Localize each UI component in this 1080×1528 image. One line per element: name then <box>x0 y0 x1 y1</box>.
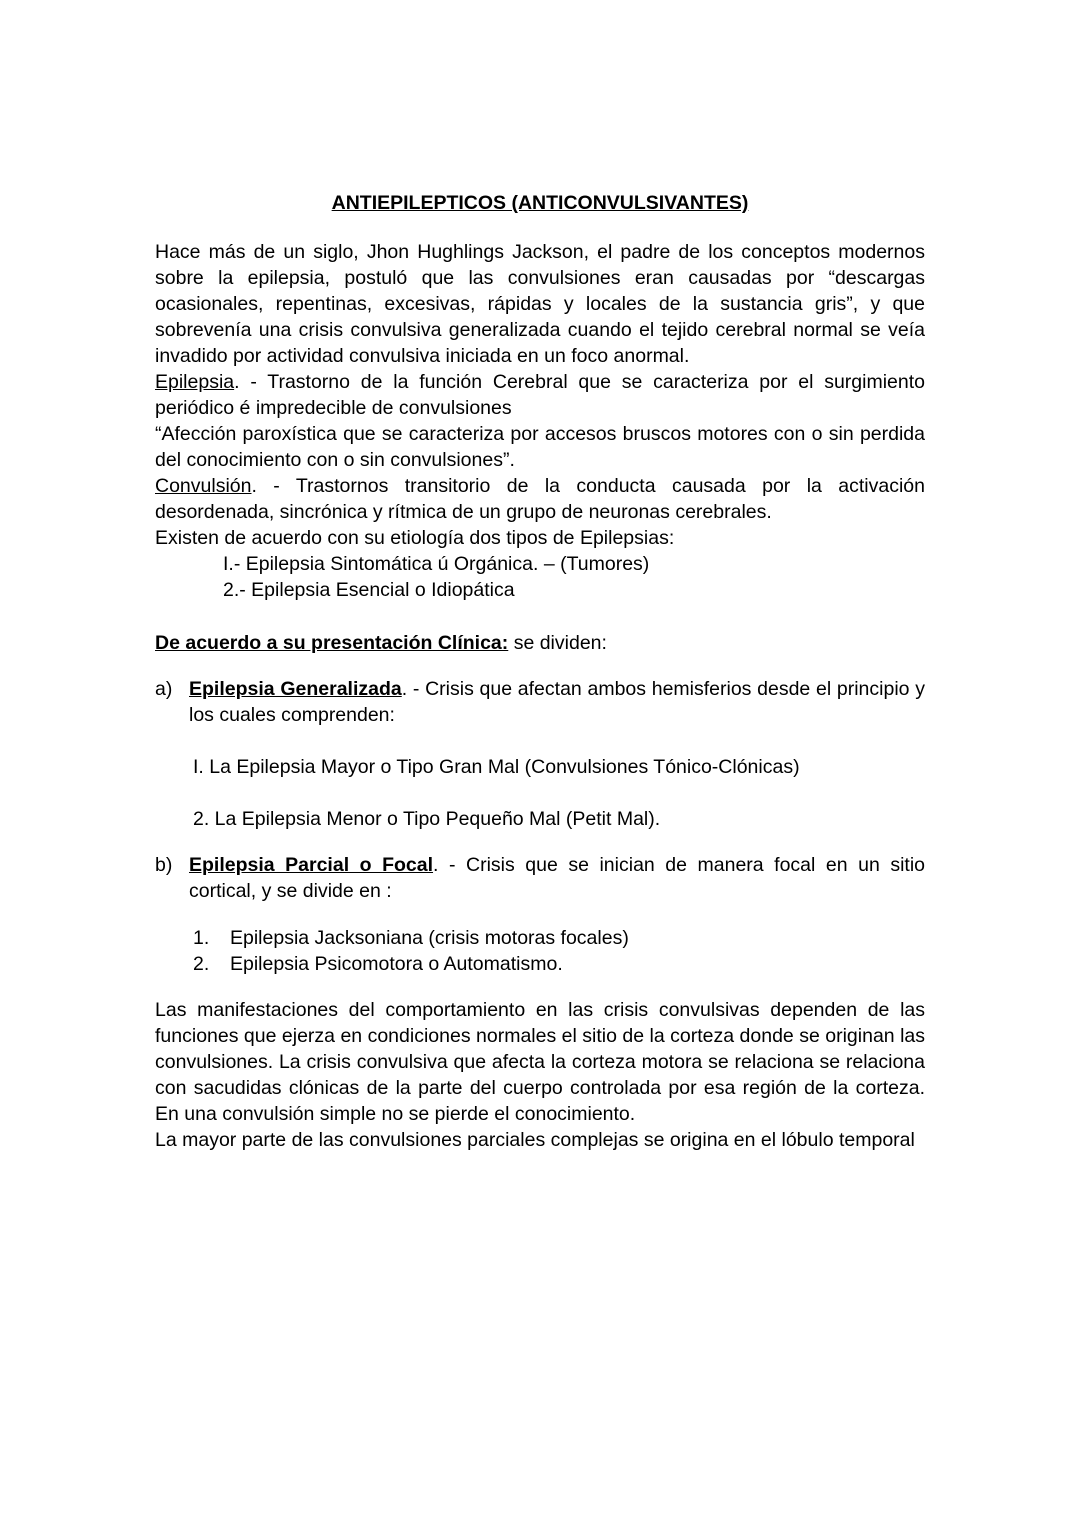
etiologia-intro: Existen de acuerdo con su etiología dos tipos de Epilepsias: <box>155 527 675 549</box>
clinica-heading-rest: se dividen: <box>508 632 607 654</box>
item-a <box>155 676 925 728</box>
item-a-text <box>189 676 925 728</box>
definition-convulsion-text: . - Trastornos transitorio de la conducta causada por la activación desordenada, sincrónica y rítmica de un grupo de neuronas cerebrales. <box>155 475 925 523</box>
item-b-list-text-1: Epilepsia Jacksoniana (crisis motoras focales) <box>230 927 629 949</box>
item-b-label: b) <box>155 854 173 876</box>
item-b-text <box>189 852 925 904</box>
item-a-desc: . - Crisis que afectan ambos hemisferios desde el principio y los cuales comprenden: <box>189 678 925 726</box>
item-b-term: Epilepsia Parcial o Focal <box>189 854 434 876</box>
definition-epilepsia-text: . - Trastorno de la función Cerebral que se caracteriza por el surgimiento periódico é impredecible de convulsiones <box>155 371 925 419</box>
term-epilepsia: Epilepsia <box>155 371 235 393</box>
etiologia-item-2: 2.- Epilepsia Esencial o Idiopática <box>223 579 515 601</box>
closing-paragraph-2: La mayor parte de las convulsiones parciales complejas se origina en el lóbulo temporal <box>155 1129 915 1151</box>
item-b <box>155 852 925 904</box>
clinica-heading <box>155 630 925 656</box>
definition-convulsion <box>155 473 925 525</box>
item-a-term: Epilepsia Generalizada <box>189 678 402 700</box>
item-a-sub-2: 2. La Epilepsia Menor o Tipo Pequeño Mal (Petit Mal). <box>193 808 661 830</box>
intro-paragraph: Hace más de un siglo, Jhon Hughlings Jackson, el padre de los conceptos modernos sobre la epilepsia, postuló que las convulsiones eran causadas por “descargas ocasionales, repentinas, excesivas, rápidas y locales de la sustancia gris”, y que sobrevenía una crisis convulsiva generalizada cuando el tejido cerebral normal se veía invadido por actividad convulsiva iniciada en un foco anormal. <box>155 241 925 367</box>
quote-afeccion: “Afección paroxística que se caracteriza por accesos bruscos motores con o sin perdida del conocimiento con o sin convulsiones”. <box>155 423 925 471</box>
etiologia-item-1: I.- Epilepsia Sintomática ú Orgánica. – (Tumores) <box>223 553 650 575</box>
item-b-list-text-2: Epilepsia Psicomotora o Automatismo. <box>230 953 563 975</box>
item-b-list-item-1 <box>193 925 925 951</box>
item-b-desc: . - Crisis que se inician de manera focal en un sitio cortical, y se divide en : <box>189 854 925 902</box>
definition-epilepsia <box>155 369 925 421</box>
item-b-list-num-1: 1. <box>193 927 210 949</box>
item-b-list-item-2 <box>193 951 925 977</box>
item-a-sub-1: I. La Epilepsia Mayor o Tipo Gran Mal (Convulsiones Tónico-Clónicas) <box>193 756 800 778</box>
item-b-list-num-2: 2. <box>193 953 210 975</box>
closing-paragraph-1: Las manifestaciones del comportamiento en las crisis convulsivas dependen de las funciones que ejerza en condiciones normales el sitio de la corteza donde se originan las convulsiones. La crisis convulsiva que afecta la corteza motora se relaciona se relaciona con sacudidas clónicas de la parte del cuerpo controlada por esa región de la corteza. En una convulsión simple no se pierde el conocimiento. <box>155 999 925 1125</box>
item-a-label: a) <box>155 678 173 700</box>
term-convulsion: Convulsión <box>155 475 252 497</box>
document-title: ANTIEPILEPTICOS (ANTICONVULSIVANTES) <box>331 192 749 214</box>
clinica-heading-bold: De acuerdo a su presentación Clínica: <box>155 632 509 654</box>
